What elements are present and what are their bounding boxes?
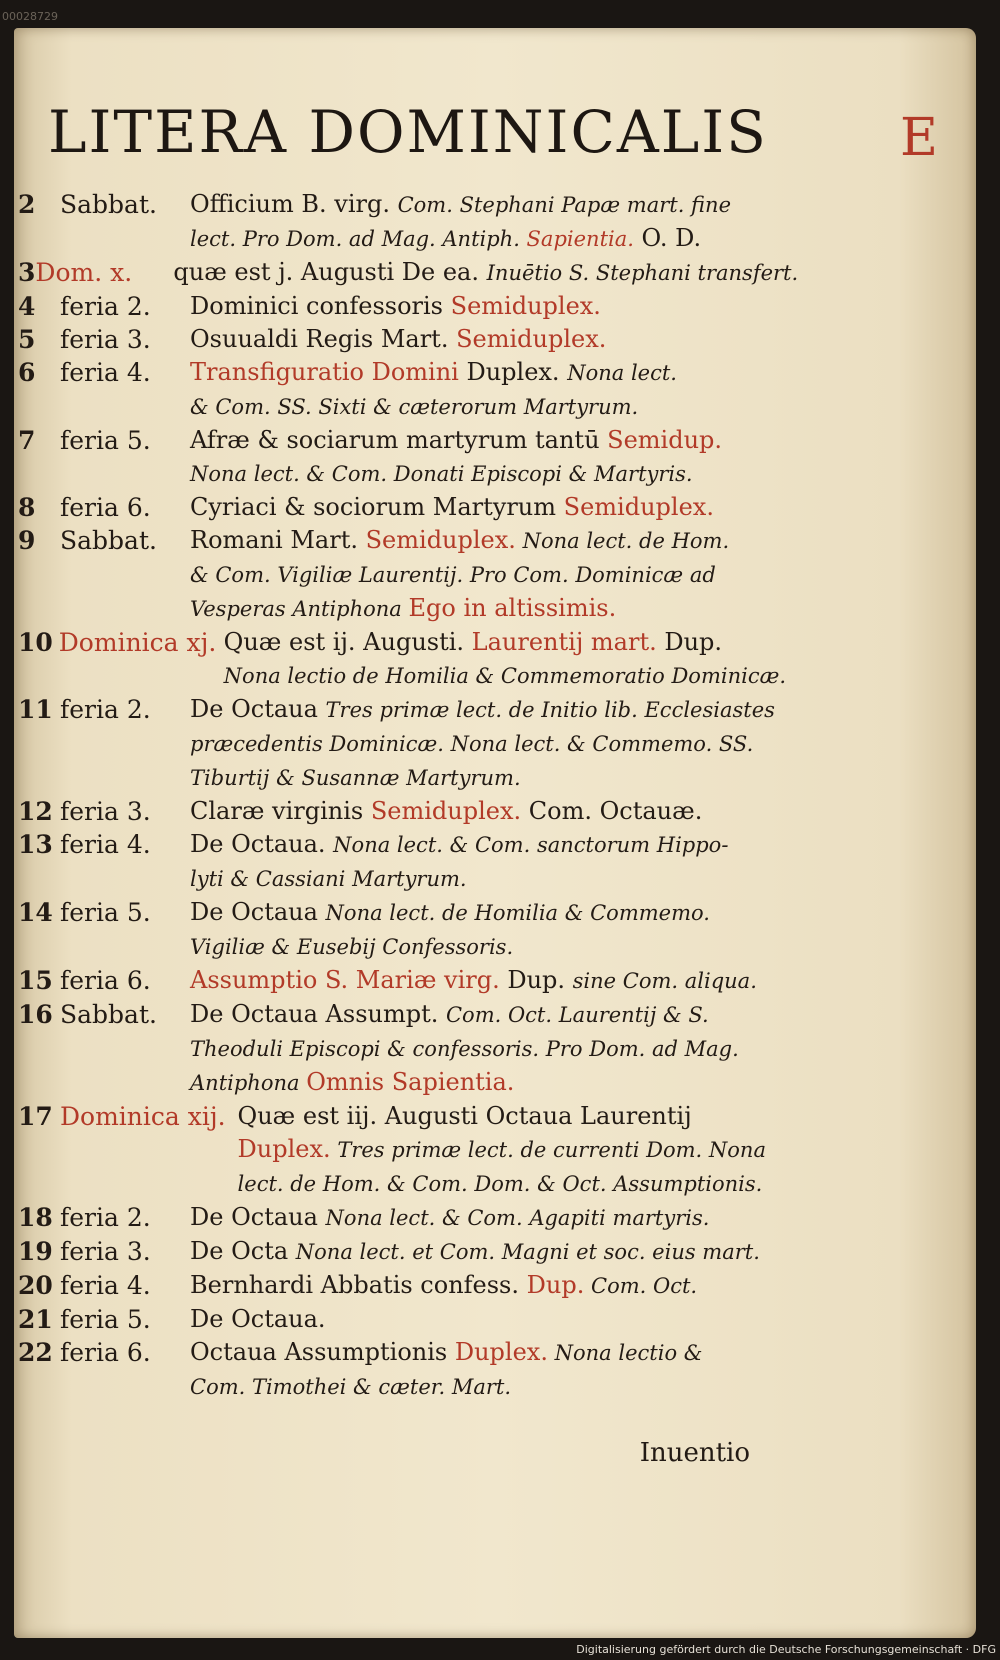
- day-number: 7: [18, 426, 36, 455]
- body-text: Quæ est iij. Augusti Octaua Laurentij: [237, 1102, 692, 1130]
- rubric-text: Laurentij mart.: [471, 628, 657, 656]
- body-text: Nona lect. & Com. sanctorum Hippo-: [333, 833, 729, 857]
- body-text: Vigiliæ & Eusebij Confessoris.: [190, 935, 514, 959]
- body-text: Nona lect.: [567, 361, 677, 385]
- body-text: Dominici confessoris: [190, 292, 451, 320]
- day-number: 16: [18, 1000, 53, 1029]
- body-text: & Com. Vigiliæ Laurentij. Pro Com. Dominicæ ad: [190, 563, 716, 587]
- weekday-label: Dominica xj.: [58, 628, 217, 657]
- entry-line: [190, 930, 786, 964]
- entry-line: [238, 1133, 786, 1167]
- body-text: O. D.: [633, 224, 702, 252]
- weekday-label: feria 6.: [60, 493, 151, 522]
- weekday-label: feria 2.: [60, 292, 151, 321]
- body-text: Duplex.: [458, 358, 568, 386]
- body-text: Com. Oct.: [584, 1274, 698, 1298]
- entry-text: [186, 1336, 976, 1404]
- entry-text: [220, 626, 976, 693]
- weekday-label: Dominica xij.: [60, 1102, 226, 1131]
- body-text: lect. Pro Dom. ad Mag. Antiph.: [190, 227, 527, 251]
- body-text: Tres primæ lect. de Initio lib. Ecclesiastes: [325, 698, 775, 722]
- entry-line: [190, 1201, 786, 1235]
- weekday-label: feria 4.: [60, 358, 151, 387]
- calendar-entry: [14, 188, 976, 256]
- dominical-letter: E: [900, 108, 938, 168]
- day-number: 9: [18, 526, 36, 555]
- body-text: Nona lect. et Com. Magni et soc. eius mart.: [295, 1240, 760, 1264]
- body-text: lyti & Cassiani Martyrum.: [190, 867, 467, 891]
- rubric-text: Semiduplex.: [563, 493, 714, 521]
- entry-text: [186, 693, 976, 795]
- weekday-label: feria 2.: [60, 1203, 151, 1232]
- entry-text: [186, 896, 976, 964]
- entry-line: [190, 592, 786, 626]
- weekday-label: feria 3.: [60, 797, 151, 826]
- rubric-text: Dup.: [526, 1271, 585, 1299]
- body-text: Nona lectio &: [547, 1341, 703, 1365]
- day-number: 20: [18, 1271, 53, 1300]
- weekday-label: feria 3.: [60, 1237, 151, 1266]
- body-text: De Octa: [190, 1237, 296, 1265]
- entry-line: [224, 626, 786, 659]
- funding-footer: Digitalisierung gefördert durch die Deutsche Forschungsgemeinschaft · DFG: [576, 1643, 996, 1656]
- entry-line: [190, 1235, 786, 1269]
- entry-line: [190, 356, 786, 390]
- day-number: 21: [18, 1305, 53, 1334]
- entry-text: [186, 188, 976, 256]
- entry-line: [190, 828, 786, 862]
- rubric-text: Omnis Sapientia.: [306, 1068, 515, 1096]
- day-number: 11: [18, 695, 53, 724]
- page-title: LITERA DOMINICALIS: [48, 98, 768, 166]
- page-header: [48, 98, 948, 188]
- entry-text: [186, 424, 976, 491]
- entry-text: [169, 256, 988, 290]
- entry-line: [190, 491, 786, 524]
- body-text: Romani Mart.: [190, 526, 366, 554]
- weekday-label: feria 2.: [60, 695, 151, 724]
- entry-line: [190, 524, 786, 558]
- body-text: lect. de Hom. & Com. Dom. & Oct. Assumptionis.: [237, 1172, 763, 1196]
- entry-line: [190, 693, 786, 727]
- entry-line: [190, 896, 786, 930]
- rubric-text: Semiduplex.: [450, 292, 601, 320]
- body-text: Quæ est ij. Augusti.: [223, 628, 472, 656]
- day-number: 12: [18, 797, 53, 826]
- entry-text: [186, 1201, 976, 1235]
- entry-line: [190, 761, 786, 795]
- calendar-entry: [14, 524, 976, 626]
- day-number: 3: [18, 258, 36, 287]
- body-text: Antiphona: [190, 1071, 307, 1095]
- body-text: Nona lect. & Com. Agapiti martyris.: [325, 1206, 710, 1230]
- calendar-entries: [14, 188, 976, 1404]
- day-number: 4: [18, 292, 36, 321]
- rubric-text: Ego in altissimis.: [408, 594, 617, 622]
- rubric-text: Semiduplex.: [365, 526, 516, 554]
- day-number: 15: [18, 966, 53, 995]
- rubric-text: Semiduplex.: [370, 797, 522, 825]
- calendar-entry: [14, 1201, 976, 1235]
- entry-line: [190, 998, 786, 1032]
- day-number: 14: [18, 898, 53, 927]
- body-text: Afræ & sociarum martyrum tantū: [190, 426, 608, 454]
- weekday-label: Sabbat.: [60, 1000, 157, 1029]
- entry-line: [190, 964, 786, 998]
- rubric-text: Assumptio S. Mariæ virg.: [190, 966, 500, 994]
- entry-line: [190, 457, 786, 491]
- calendar-entry: [14, 323, 976, 356]
- entry-text: [186, 1303, 976, 1336]
- entry-text: [234, 1100, 976, 1201]
- calendar-entry: [14, 626, 976, 693]
- entry-line: [190, 390, 786, 424]
- scan-id: 00028729: [2, 10, 58, 23]
- entry-text: [186, 524, 976, 626]
- entry-text: [186, 795, 976, 828]
- weekday-label: Sabbat.: [60, 526, 157, 555]
- entry-line: [190, 1066, 786, 1100]
- entry-text: [186, 1269, 976, 1303]
- day-number: 5: [18, 325, 36, 354]
- entry-line: [238, 1167, 786, 1201]
- body-text: Nona lect. & Com. Donati Episcopi & Martyris.: [190, 462, 693, 486]
- body-text: quæ est j. Augusti De ea.: [173, 258, 487, 286]
- body-text: Theoduli Episcopi & confessoris. Pro Dom. ad Mag.: [190, 1037, 739, 1061]
- entry-line: [224, 659, 786, 693]
- calendar-entry: [14, 1269, 976, 1303]
- calendar-entry: [14, 896, 976, 964]
- body-text: Com. Stephani Papæ mart. fine: [397, 193, 732, 217]
- day-number: 10: [18, 628, 53, 657]
- calendar-entry: [14, 1303, 976, 1336]
- entry-text: [186, 491, 976, 524]
- calendar-entry: [14, 1235, 976, 1269]
- body-text: Claræ virginis: [190, 797, 371, 825]
- entry-line: [190, 1303, 786, 1336]
- entry-line: [190, 290, 786, 323]
- calendar-entry: [14, 795, 976, 828]
- body-text: Octaua Assumptionis: [190, 1338, 455, 1366]
- calendar-entry: [14, 491, 976, 524]
- entry-text: [186, 1235, 976, 1269]
- book-page: [14, 28, 976, 1638]
- day-number: 2: [18, 190, 36, 219]
- calendar-entry: [14, 356, 976, 424]
- entry-line: [190, 323, 786, 356]
- rubric-text: Duplex.: [237, 1135, 331, 1163]
- rubric-text: Semidup.: [607, 426, 723, 454]
- entry-line: [190, 1269, 786, 1303]
- calendar-entry: [14, 1100, 976, 1201]
- day-number: 17: [18, 1102, 53, 1131]
- rubric-text: Transfiguratio Domini: [190, 358, 459, 386]
- body-text: & Com. SS. Sixti & cæterorum Martyrum.: [190, 395, 639, 419]
- weekday-label: feria 4.: [60, 830, 151, 859]
- entry-text: [186, 828, 976, 896]
- day-number: 22: [18, 1338, 53, 1367]
- body-text: Com. Oct. Laurentij & S.: [445, 1003, 709, 1027]
- body-text: De Octaua.: [190, 830, 334, 858]
- entry-line: [190, 424, 786, 457]
- body-text: De Octaua Assumpt.: [190, 1000, 446, 1028]
- entry-line: [190, 1370, 786, 1404]
- calendar-entry: [14, 998, 976, 1100]
- weekday-label: feria 4.: [60, 1271, 151, 1300]
- entry-line: [190, 795, 786, 828]
- entry-line: [238, 1100, 786, 1133]
- entry-line: [190, 1336, 786, 1370]
- body-text: De Octaua.: [190, 1305, 326, 1333]
- entry-line: [190, 188, 786, 222]
- calendar-entry: [14, 693, 976, 795]
- body-text: Nona lectio de Homilia & Commemoratio Dominicæ.: [223, 664, 786, 688]
- weekday-label: feria 5.: [60, 898, 151, 927]
- entry-line: [190, 862, 786, 896]
- entry-text: [186, 964, 976, 998]
- body-text: Vesperas Antiphona: [190, 597, 409, 621]
- calendar-entry: [14, 964, 976, 998]
- entry-line: [190, 222, 786, 256]
- body-text: Officium B. virg.: [190, 190, 398, 218]
- body-text: Tres primæ lect. de currenti Dom. Nona: [330, 1138, 766, 1162]
- body-text: Bernhardi Abbatis confess.: [190, 1271, 527, 1299]
- body-text: De Octaua: [190, 695, 326, 723]
- body-text: Osuualdi Regis Mart.: [190, 325, 457, 353]
- entry-line: [173, 256, 798, 290]
- entry-text: [186, 290, 976, 323]
- body-text: Com. Octauæ.: [521, 797, 703, 825]
- weekday-label: feria 3.: [60, 325, 151, 354]
- body-text: Nona lect. de Hom.: [515, 529, 730, 553]
- body-text: Inuētio S. Stephani transfert.: [486, 261, 799, 285]
- rubric-text: Duplex.: [454, 1338, 548, 1366]
- calendar-entry: [14, 1336, 976, 1404]
- entry-text: [186, 356, 976, 424]
- body-text: Com. Timothei & cæter. Mart.: [190, 1375, 512, 1399]
- body-text: Nona lect. de Homilia & Commemo.: [325, 901, 710, 925]
- entry-line: [190, 558, 786, 592]
- weekday-label: feria 5.: [60, 426, 151, 455]
- calendar-entry: [14, 290, 976, 323]
- entry-text: [186, 323, 976, 356]
- body-text: Dup.: [499, 966, 573, 994]
- catchword: Inuentio: [639, 1438, 750, 1468]
- body-text: De Octaua: [190, 1203, 326, 1231]
- body-text: Cyriaci & sociorum Martyrum: [190, 493, 564, 521]
- body-text: Tiburtij & Susannæ Martyrum.: [190, 766, 521, 790]
- weekday-label: feria 6.: [60, 1338, 151, 1367]
- calendar-entry: [14, 828, 976, 896]
- day-number: 19: [18, 1237, 53, 1266]
- rubric-text: Semiduplex.: [456, 325, 607, 353]
- day-number: 8: [18, 493, 36, 522]
- day-number: 18: [18, 1203, 53, 1232]
- body-text: De Octaua: [190, 898, 326, 926]
- entry-line: [190, 727, 786, 761]
- entry-line: [190, 1032, 786, 1066]
- body-text: præcedentis Dominicæ. Nona lect. & Commemo. SS.: [190, 732, 754, 756]
- weekday-label: feria 6.: [60, 966, 151, 995]
- body-text: Dup.: [656, 628, 723, 656]
- rubric-text: Sapientia.: [526, 227, 634, 251]
- body-text: sine Com. aliqua.: [572, 969, 757, 993]
- day-number: 13: [18, 830, 53, 859]
- weekday-label: feria 5.: [60, 1305, 151, 1334]
- calendar-entry: [14, 424, 976, 491]
- day-number: 6: [18, 358, 36, 387]
- entry-text: [186, 998, 976, 1100]
- weekday-label: Sabbat.: [60, 190, 157, 219]
- weekday-label: Dom. x.: [35, 258, 133, 287]
- calendar-entry: [14, 256, 976, 290]
